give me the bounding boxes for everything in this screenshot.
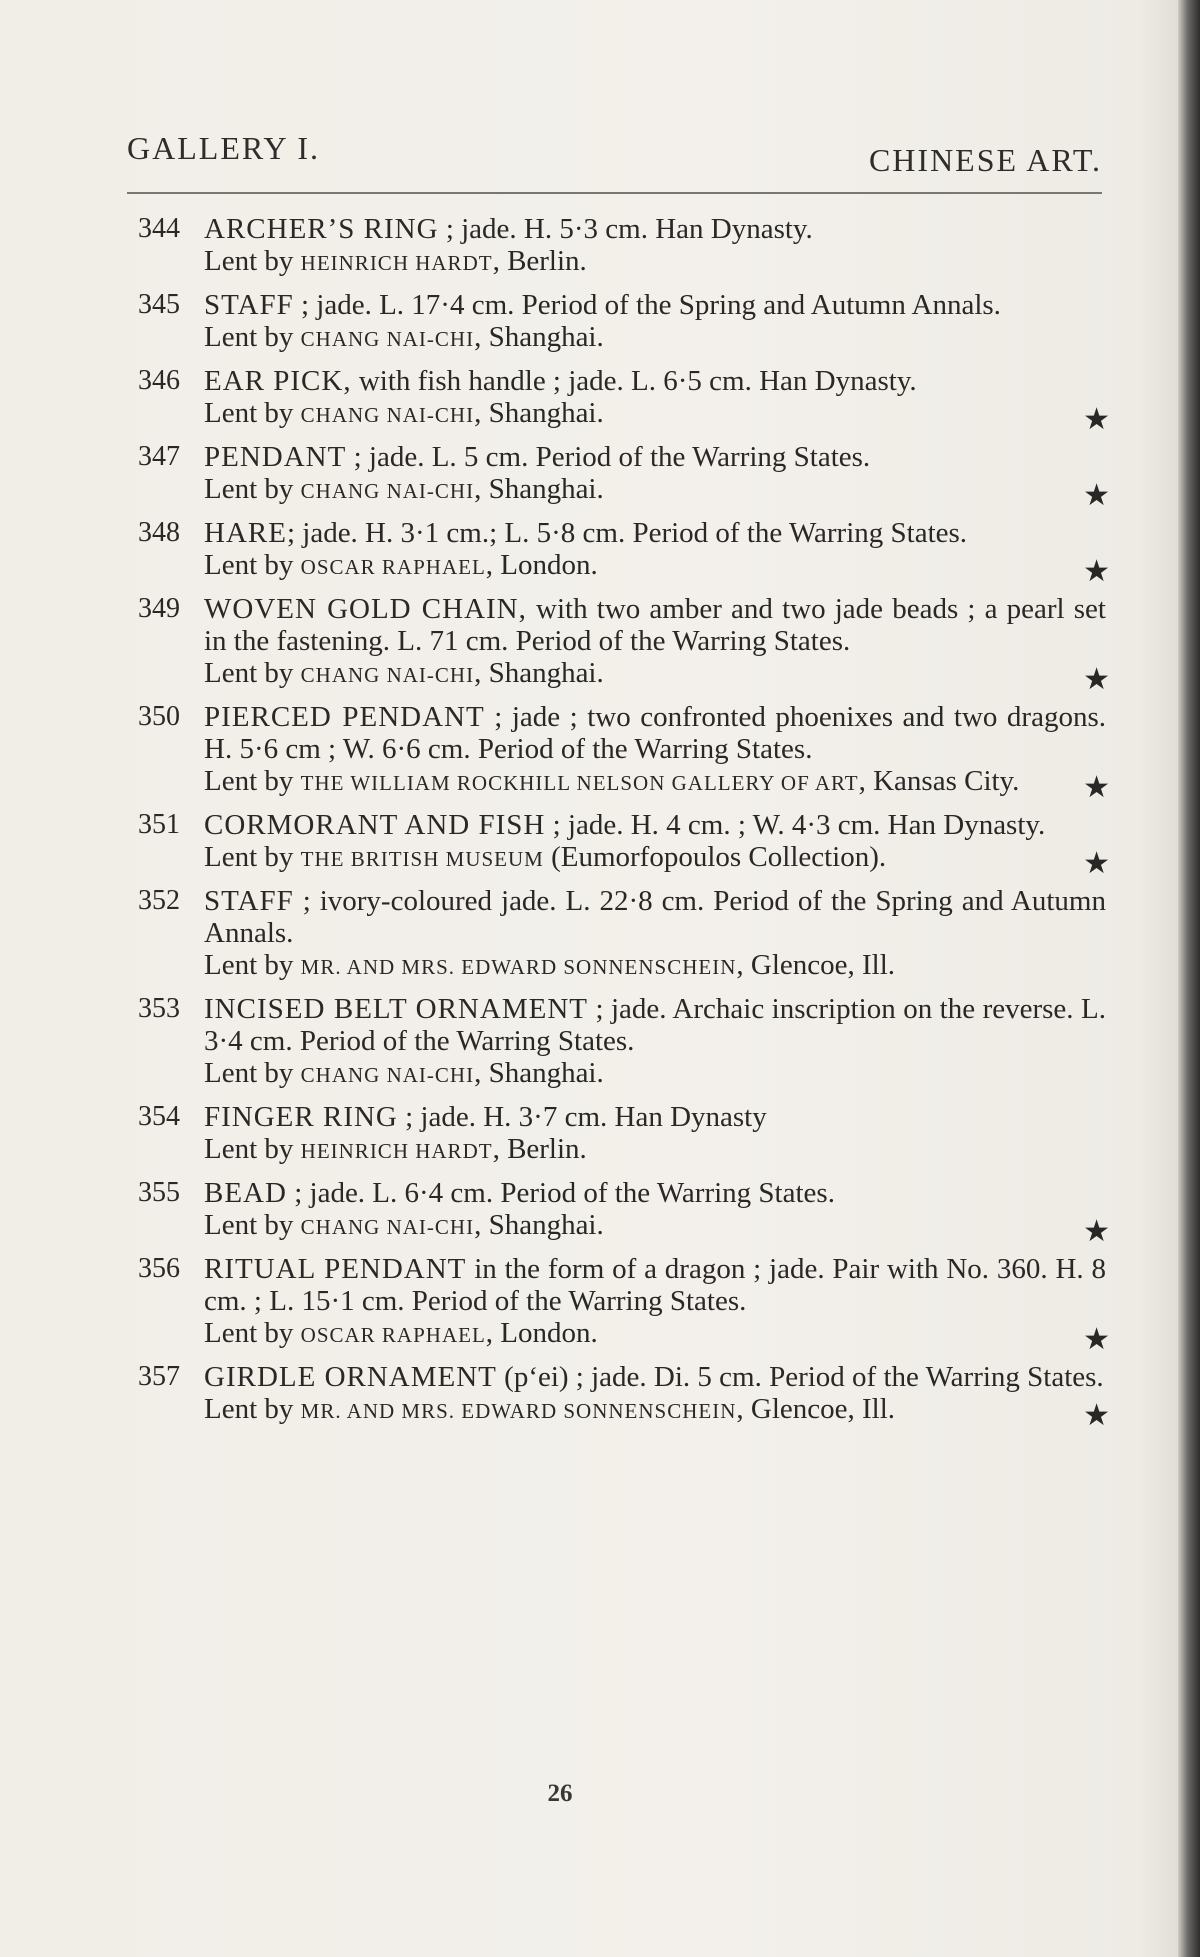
entry-lender-line [204, 841, 1110, 881]
entry-details: ; jade. H. 4 cm. ; W. 4·3 cm. Han Dynasty. [545, 809, 1046, 841]
entry-number: 351 [138, 809, 180, 840]
entry-description [204, 441, 1106, 473]
entry-description [204, 289, 1106, 321]
catalogue-entry [138, 885, 1106, 984]
lender-name: MR. AND MRS. EDWARD SONNENSCHEIN [300, 1399, 737, 1423]
lender-name: MR. AND MRS. EDWARD SONNENSCHEIN [300, 955, 737, 979]
lent-by-label: Lent by [204, 657, 301, 689]
entry-details: (p‘ei) ; jade. Di. 5 cm. Period of the Warring States. [496, 1361, 1104, 1393]
catalogue-entry [138, 701, 1110, 805]
lent-by-label: Lent by [204, 841, 301, 873]
entry-details: ; jade. L. 5 cm. Period of the Warring States. [346, 441, 871, 473]
catalogue-entry [138, 517, 1110, 589]
lender-name: THE WILLIAM ROCKHILL NELSON GALLERY OF ART [300, 771, 859, 795]
lender-location: , London. [485, 1317, 598, 1349]
lender-name: CHANG NAI-CHI [300, 1063, 475, 1087]
entry-lender-line [204, 549, 1110, 589]
lender-location: , Shanghai. [474, 473, 604, 505]
catalogue-entry [138, 1361, 1110, 1433]
entry-number: 349 [138, 593, 180, 624]
entry-lender-line [204, 1209, 1110, 1249]
entry-details: ; jade. H. 3·1 cm.; L. 5·8 cm. Period of the Warring States. [286, 517, 968, 549]
entry-description [204, 809, 1106, 841]
entry-title: BEAD [204, 1177, 287, 1209]
lent-by-label: Lent by [204, 473, 301, 505]
star-icon: ★ [1083, 662, 1110, 697]
entry-lender-line [204, 949, 1106, 984]
entry-details: ; jade. L. 6·4 cm. Period of the Warring States. [286, 1177, 835, 1209]
lender-name: CHANG NAI-CHI [300, 1215, 475, 1239]
star-icon: ★ [1083, 402, 1110, 437]
lent-by-label: Lent by [204, 245, 301, 277]
star-icon: ★ [1083, 770, 1110, 805]
entry-description [204, 1177, 1106, 1209]
entry-description [204, 1101, 1106, 1133]
entry-lender-line [204, 473, 1110, 513]
lender-location: , Shanghai. [474, 657, 604, 689]
lender-name: OSCAR RAPHAEL [300, 1323, 486, 1347]
page-number: 26 [547, 1780, 573, 1807]
lender-location: , Shanghai. [474, 397, 604, 429]
entry-title: STAFF [204, 289, 294, 321]
entry-description [204, 993, 1106, 1057]
entry-lender-line [204, 765, 1110, 805]
entry-title: HARE [204, 517, 287, 549]
lent-by-label: Lent by [204, 949, 301, 981]
entry-title: GIRDLE ORNAMENT [204, 1361, 497, 1393]
entry-number: 356 [138, 1253, 180, 1284]
entry-description [204, 1361, 1106, 1393]
entry-lender-line [204, 245, 1106, 280]
entry-description [204, 593, 1106, 657]
catalogue-entry [138, 593, 1110, 697]
entry-details: with two amber and two jade beads ; a pearl set in the fastening. L. 71 cm. Period of the Warring States. [204, 593, 1106, 657]
lender-name: HEINRICH HARDT [300, 1139, 493, 1163]
entry-description [204, 701, 1106, 765]
entry-description [204, 517, 1106, 549]
lent-by-label: Lent by [204, 1209, 301, 1241]
entry-number: 354 [138, 1101, 180, 1132]
entry-details: in the form of a dragon ; jade. Pair with No. 360. H. 8 cm. ; L. 15·1 cm. Period of the Warring States. [204, 1253, 1106, 1317]
star-icon: ★ [1083, 478, 1110, 513]
lent-by-label: Lent by [204, 549, 301, 581]
entry-title: INCISED BELT ORNAMENT [204, 993, 588, 1025]
catalogue-entry [138, 289, 1106, 356]
lent-by-label: Lent by [204, 397, 301, 429]
entry-lender-line [204, 1133, 1106, 1168]
header-gallery: GALLERY I. [127, 130, 321, 166]
catalogue-entry [138, 1101, 1106, 1168]
entry-title: PIERCED PENDANT [204, 701, 485, 733]
catalogue-entry [138, 213, 1106, 280]
entry-number: 346 [138, 365, 180, 396]
entry-details: ; jade. L. 17·4 cm. Period of the Spring and Autumn Annals. [293, 289, 1001, 321]
entry-title: ARCHER’S RING [204, 213, 439, 245]
entry-title: WOVEN GOLD CHAIN, [204, 593, 527, 625]
lender-name: HEINRICH HARDT [300, 251, 493, 275]
lender-location: , Kansas City. [858, 765, 1020, 797]
entry-title: FINGER RING [204, 1101, 398, 1133]
header-rule [127, 192, 1102, 194]
lent-by-label: Lent by [204, 1317, 301, 1349]
lender-name: CHANG NAI-CHI [300, 479, 475, 503]
star-icon: ★ [1083, 1214, 1110, 1249]
catalogue-entry [138, 365, 1110, 437]
lender-location: , Shanghai. [474, 1209, 604, 1241]
header-section: CHINESE ART. [868, 142, 1102, 178]
lender-location: (Eumorfopoulos Collection). [543, 841, 887, 873]
star-icon: ★ [1083, 846, 1110, 881]
entry-lender-line [204, 657, 1110, 697]
entry-title: CORMORANT AND FISH [204, 809, 546, 841]
entry-number: 357 [138, 1361, 180, 1392]
entry-description [204, 1253, 1106, 1317]
entry-description [204, 885, 1106, 949]
lender-location: , Berlin. [492, 245, 587, 277]
entry-number: 355 [138, 1177, 180, 1208]
entry-lender-line [204, 321, 1106, 356]
lender-location: , Berlin. [492, 1133, 587, 1165]
catalogue-entry [138, 1253, 1110, 1357]
entry-number: 347 [138, 441, 180, 472]
entry-lender-line [204, 1317, 1110, 1357]
catalogue-entry [138, 1177, 1110, 1249]
entry-title: PENDANT [204, 441, 347, 473]
lender-name: CHANG NAI-CHI [300, 327, 475, 351]
running-header [127, 130, 1102, 190]
entry-number: 350 [138, 701, 180, 732]
star-icon: ★ [1083, 1322, 1110, 1357]
catalogue-entry [138, 809, 1110, 881]
entry-description [204, 365, 1106, 397]
lender-location: , Shanghai. [474, 321, 604, 353]
lent-by-label: Lent by [204, 1393, 301, 1425]
lender-location: , Shanghai. [474, 1057, 604, 1089]
entry-details: ; ivory-coloured jade. L. 22·8 cm. Period of the Spring and Autumn Annals. [204, 885, 1106, 949]
entry-number: 352 [138, 885, 180, 916]
entry-description [204, 213, 1106, 245]
entry-lender-line [204, 1057, 1106, 1092]
lender-name: CHANG NAI-CHI [300, 663, 475, 687]
entry-number: 344 [138, 213, 180, 244]
book-spine-edge [1178, 0, 1200, 1957]
catalogue-entry [138, 441, 1110, 513]
lent-by-label: Lent by [204, 1133, 301, 1165]
entry-title: RITUAL PENDANT [204, 1253, 467, 1285]
lender-location: , Glencoe, Ill. [736, 1393, 896, 1425]
star-icon: ★ [1083, 554, 1110, 589]
lender-name: THE BRITISH MUSEUM [300, 847, 544, 871]
entry-details: ; jade. H. 3·7 cm. Han Dynasty [397, 1101, 767, 1133]
lender-name: OSCAR RAPHAEL [300, 555, 486, 579]
star-icon: ★ [1083, 1398, 1110, 1433]
entry-title: EAR PICK, [204, 365, 352, 397]
entry-title: STAFF [204, 885, 294, 917]
entry-lender-line [204, 397, 1110, 437]
entry-number: 345 [138, 289, 180, 320]
entry-details: ; jade ; two confronted phoenixes and two dragons. H. 5·6 cm ; W. 6·6 cm. Period of the Warring States. [204, 701, 1106, 765]
entry-number: 353 [138, 993, 180, 1024]
entry-lender-line [204, 1393, 1110, 1433]
lender-name: CHANG NAI-CHI [300, 403, 475, 427]
entry-number: 348 [138, 517, 180, 548]
lent-by-label: Lent by [204, 765, 301, 797]
lender-location: , London. [485, 549, 598, 581]
lender-location: , Glencoe, Ill. [736, 949, 896, 981]
lent-by-label: Lent by [204, 1057, 301, 1089]
catalogue-entry [138, 993, 1106, 1092]
entry-details: ; jade. Archaic inscription on the reverse. L. 3·4 cm. Period of the Warring States. [204, 993, 1107, 1057]
lent-by-label: Lent by [204, 321, 301, 353]
entry-details: ; jade. H. 5·3 cm. Han Dynasty. [438, 213, 813, 245]
catalogue-entries [138, 213, 1110, 1437]
entry-details: with fish handle ; jade. L. 6·5 cm. Han Dynasty. [351, 365, 917, 397]
